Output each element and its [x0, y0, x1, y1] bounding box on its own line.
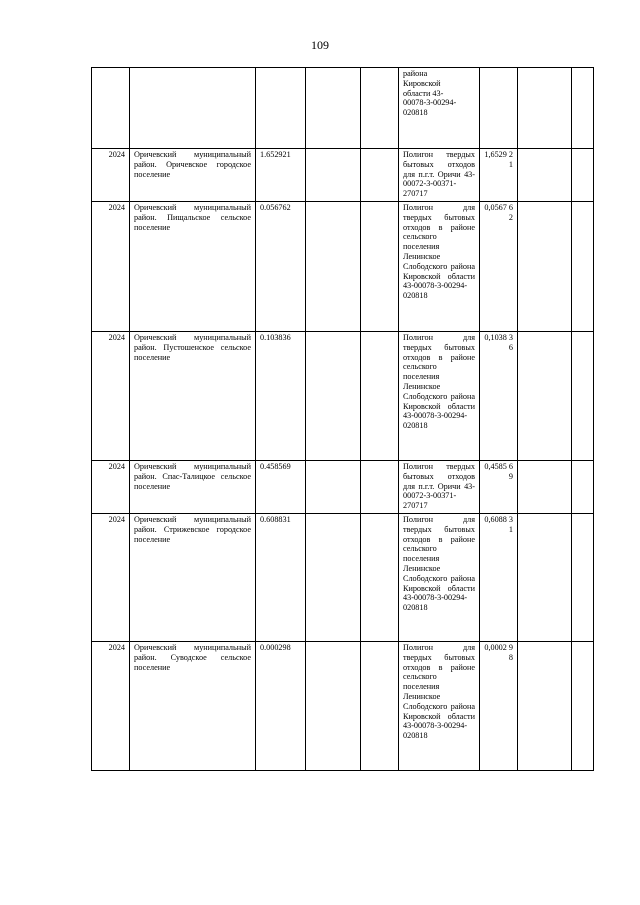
facility-text: Полигон для твердых бытовых отходов в районе сельского поселения Ленинское Слободского района Кировской области 43-00078-3-00294-020818	[403, 642, 475, 741]
facility-text: Полигон твердых бытовых отходов для п.г.т. Оричи 43-00072-3-00371-270717	[403, 461, 475, 511]
empty-cell	[518, 641, 572, 770]
municipality-cell	[130, 641, 256, 770]
table-row	[92, 641, 594, 770]
empty-cell	[572, 513, 594, 641]
year-text: 2024	[108, 332, 125, 342]
facility-cell	[399, 201, 480, 331]
empty-cell	[361, 513, 399, 641]
municipality-text: Оричевский муниципальный район. Пищальское сельское поселение	[134, 202, 251, 232]
value-cell	[256, 68, 306, 149]
empty-cell	[572, 460, 594, 513]
mass-text: 1,6529 21	[484, 150, 513, 169]
municipality-text: Оричевский муниципальный район. Стрижевское городское поселение	[134, 514, 251, 544]
municipality-cell	[130, 331, 256, 460]
mass-cell	[480, 68, 518, 149]
waste-registry-table	[91, 67, 594, 771]
year-cell	[92, 513, 130, 641]
value-cell	[256, 513, 306, 641]
mass-text: 0,6088 31	[484, 514, 513, 534]
mass-cell	[480, 641, 518, 770]
facility-cell	[399, 149, 480, 202]
empty-cell	[572, 201, 594, 331]
year-cell	[92, 149, 130, 202]
municipality-cell	[130, 460, 256, 513]
value-text: 1.652921	[260, 150, 291, 159]
mass-cell	[480, 513, 518, 641]
empty-cell	[306, 641, 361, 770]
value-text: 0.103836	[260, 332, 291, 342]
empty-cell	[361, 149, 399, 202]
table-row	[92, 513, 594, 641]
year-cell	[92, 331, 130, 460]
empty-cell	[518, 460, 572, 513]
mass-text: 0,1038 36	[484, 332, 513, 352]
facility-text: Полигон твердых бытовых отходов для п.г.т. Оричи 43-00072-3-00371-270717	[403, 150, 475, 199]
facility-cell	[399, 460, 480, 513]
year-text: 2024	[108, 150, 125, 159]
facility-text: района Кировской области 43- 00078-3-00294- 020818	[403, 69, 457, 118]
empty-cell	[572, 68, 594, 149]
municipality-text: Оричевский муниципальный район. Пустошенское сельское поселение	[134, 332, 251, 362]
empty-cell	[518, 201, 572, 331]
table-row	[92, 201, 594, 331]
value-text: 0.000298	[260, 642, 291, 652]
table-body	[92, 68, 594, 771]
year-cell	[92, 641, 130, 770]
mass-text: 0,0002 98	[484, 642, 513, 662]
empty-cell	[572, 641, 594, 770]
municipality-cell	[130, 149, 256, 202]
empty-cell	[361, 68, 399, 149]
empty-cell	[361, 201, 399, 331]
year-cell	[92, 68, 130, 149]
municipality-text: Оричевский муниципальный район. Суводское сельское поселение	[134, 642, 251, 672]
year-text: 2024	[108, 461, 125, 471]
empty-cell	[306, 331, 361, 460]
empty-cell	[306, 201, 361, 331]
mass-cell	[480, 149, 518, 202]
mass-cell	[480, 460, 518, 513]
value-cell	[256, 641, 306, 770]
table-row	[92, 331, 594, 460]
mass-text: 0,4585 69	[484, 461, 513, 481]
facility-cell	[399, 331, 480, 460]
table-row	[92, 149, 594, 202]
value-text: 0.056762	[260, 202, 291, 212]
facility-cell	[399, 641, 480, 770]
municipality-cell	[130, 201, 256, 331]
empty-cell	[306, 149, 361, 202]
year-text: 2024	[108, 642, 125, 652]
empty-cell	[361, 460, 399, 513]
year-cell	[92, 460, 130, 513]
mass-cell	[480, 201, 518, 331]
year-text: 2024	[108, 514, 125, 524]
empty-cell	[361, 331, 399, 460]
mass-text: 0,0567 62	[484, 202, 513, 222]
year-cell	[92, 201, 130, 331]
empty-cell	[572, 331, 594, 460]
value-text: 0.458569	[260, 461, 291, 471]
empty-cell	[306, 513, 361, 641]
facility-cell	[399, 513, 480, 641]
municipality-cell	[130, 68, 256, 149]
empty-cell	[518, 513, 572, 641]
value-cell	[256, 149, 306, 202]
value-cell	[256, 201, 306, 331]
empty-cell	[518, 68, 572, 149]
empty-cell	[518, 331, 572, 460]
municipality-text: Оричевский муниципальный район. Спас-Талицкое сельское поселение	[134, 461, 251, 491]
value-text: 0.608831	[260, 514, 291, 524]
facility-text: Полигон для твердых бытовых отходов в районе сельского поселения Ленинское Слободского района Кировской области 43-00078-3-00294-020818	[403, 202, 475, 301]
municipality-cell	[130, 513, 256, 641]
empty-cell	[306, 68, 361, 149]
empty-cell	[306, 460, 361, 513]
municipality-text: Оричевский муниципальный район. Оричевское городское поселение	[134, 150, 251, 179]
mass-cell	[480, 331, 518, 460]
table-row	[92, 68, 594, 149]
page-number: 109	[311, 38, 329, 52]
empty-cell	[572, 149, 594, 202]
facility-text: Полигон для твердых бытовых отходов в районе сельского поселения Ленинское Слободского района Кировской области 43-00078-3-00294-020818	[403, 514, 475, 613]
value-cell	[256, 331, 306, 460]
table-row	[92, 460, 594, 513]
year-text: 2024	[108, 202, 125, 212]
facility-cell	[399, 68, 480, 149]
empty-cell	[518, 149, 572, 202]
empty-cell	[361, 641, 399, 770]
value-cell	[256, 460, 306, 513]
facility-text: Полигон для твердых бытовых отходов в районе сельского поселения Ленинское Слободского района Кировской области 43-00078-3-00294-020818	[403, 332, 475, 431]
